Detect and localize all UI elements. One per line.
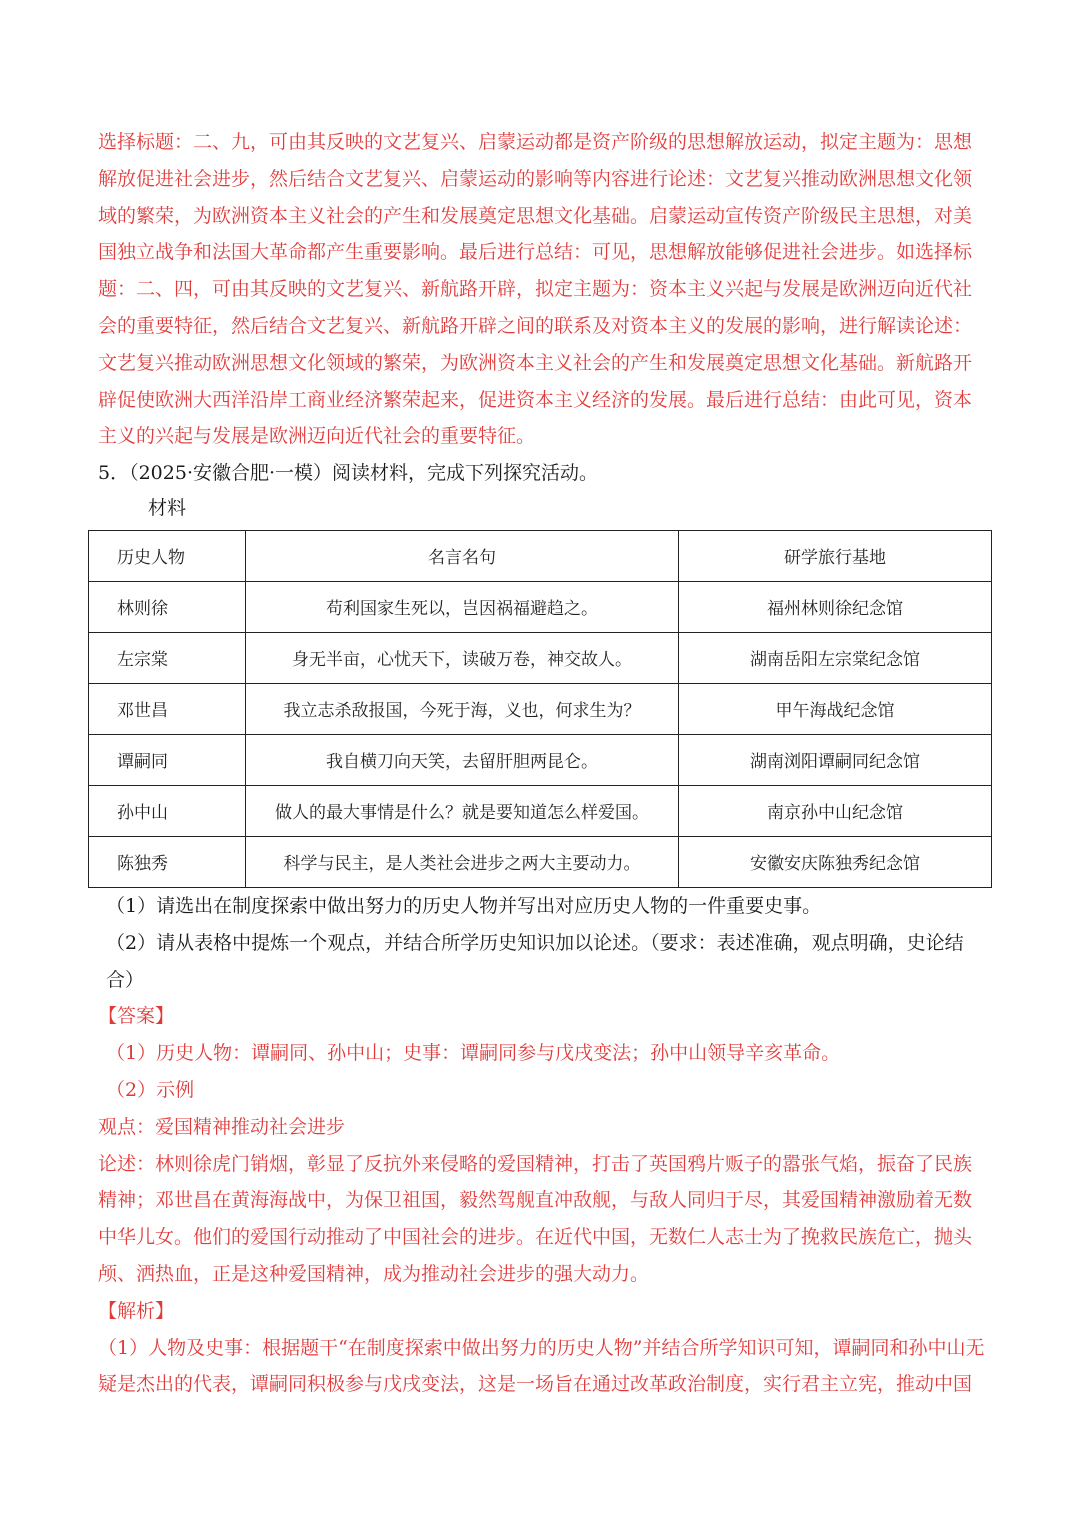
person-cell: 孙中山 bbox=[89, 785, 246, 836]
table-header-row bbox=[89, 530, 992, 581]
answer-2: （2）示例 bbox=[106, 1078, 195, 1101]
header-cell: 名言名句 bbox=[246, 530, 679, 581]
answer-viewpoint: 观点：爱国精神推动社会进步 bbox=[98, 1115, 346, 1138]
intro-analysis-paragraph bbox=[98, 124, 986, 455]
quote-cell: 身无半亩，心忧天下，读破万卷，神交故人。 bbox=[246, 632, 679, 683]
text-line: 解放促进社会进步，然后结合文艺复兴、启蒙运动的影响等内容进行论述：文艺复兴推动欧洲思想文化领 bbox=[98, 167, 973, 190]
text-line: 主义的兴起与发展是欧洲迈向近代社会的重要特征。 bbox=[98, 425, 536, 448]
quote-cell: 我立志杀敌报国，今死于海，义也，何求生为？ bbox=[246, 683, 679, 734]
text-line: 题：二、四，可由其反映的文艺复兴、新航路开辟，拟定主题为：资本主义兴起与发展是欧洲迈向近代社 bbox=[98, 278, 973, 301]
person-cell: 陈独秀 bbox=[89, 836, 246, 887]
header-cell: 历史人物 bbox=[89, 530, 246, 581]
material-table bbox=[88, 530, 992, 888]
sub-question-2: （2）请从表格中提炼一个观点，并结合所学历史知识加以论述。（要求：表述准确，观点明确，史论结合） bbox=[106, 931, 964, 991]
analysis-heading: 【解析】 bbox=[98, 1299, 175, 1322]
table-row bbox=[89, 785, 992, 836]
table-row bbox=[89, 581, 992, 632]
text-line: 选择标题：二、九，可由其反映的文艺复兴、启蒙运动都是资产阶级的思想解放运动，拟定主题为：思想 bbox=[98, 131, 973, 153]
person-cell: 邓世昌 bbox=[89, 683, 246, 734]
text-line: （1）人物及史事：根据题干“在制度探索中做出努力的历史人物”并结合所学知识可知，谭嗣同和孙中山无 bbox=[98, 1336, 985, 1359]
quote-cell: 我自横刀向天笑，去留肝胆两昆仑。 bbox=[246, 734, 679, 785]
text-line: 域的繁荣，为欧洲资本主义社会的产生和发展奠定思想文化基础。启蒙运动宣传资产阶级民主思想，对美 bbox=[98, 204, 973, 227]
answer-section bbox=[98, 998, 986, 1403]
sub-question-1: （1）请选出在制度探索中做出努力的历史人物并写出对应历史人物的一件重要史事。 bbox=[106, 894, 822, 917]
table-row bbox=[89, 683, 992, 734]
document-page bbox=[98, 124, 986, 1403]
text-line: 中华儿女。他们的爱国行动推动了中国社会的进步。在近代中国，无数仁人志士为了挽救民族危亡，抛头 bbox=[98, 1226, 973, 1249]
text-line: 辟促使欧洲大西洋沿岸工商业经济繁荣起来，促进资本主义经济的发展。最后进行总结：由此可见，资本 bbox=[98, 388, 973, 411]
person-cell: 左宗棠 bbox=[89, 632, 246, 683]
site-cell: 福州林则徐纪念馆 bbox=[679, 581, 992, 632]
person-cell: 谭嗣同 bbox=[89, 734, 246, 785]
site-cell: 湖南岳阳左宗棠纪念馆 bbox=[679, 632, 992, 683]
text-line: 会的重要特征，然后结合文艺复兴、新航路开辟之间的联系及对资本主义的发展的影响，进行解读论述： bbox=[98, 314, 973, 337]
quote-cell: 做人的最大事情是什么？就是要知道怎么样爱国。 bbox=[246, 785, 679, 836]
text-line: 文艺复兴推动欧洲思想文化领域的繁荣，为欧洲资本主义社会的产生和发展奠定思想文化基础。新航路开 bbox=[98, 351, 973, 374]
table-row bbox=[89, 836, 992, 887]
text-line: 论述：林则徐虎门销烟，彰显了反抗外来侵略的爱国精神，打击了英国鸦片贩子的嚣张气焰，振奋了民族 bbox=[98, 1152, 973, 1175]
quote-cell: 科学与民主，是人类社会进步之两大主要动力。 bbox=[246, 836, 679, 887]
site-cell: 甲午海战纪念馆 bbox=[679, 683, 992, 734]
quote-cell: 苟利国家生死以，岂因祸福避趋之。 bbox=[246, 581, 679, 632]
text-line: 精神；邓世昌在黄海海战中，为保卫祖国，毅然驾舰直冲敌舰，与敌人同归于尽，其爱国精神激励着无数 bbox=[98, 1189, 973, 1212]
question-header: 5．（2025·安徽合肥·一模）阅读材料，完成下列探究活动。 bbox=[98, 462, 599, 485]
material-label: 材料 bbox=[148, 496, 187, 519]
site-cell: 湖南浏阳谭嗣同纪念馆 bbox=[679, 734, 992, 785]
header-cell: 研学旅行基地 bbox=[679, 530, 992, 581]
text-line: 疑是杰出的代表，谭嗣同积极参与戊戌变法，这是一场旨在通过改革政治制度，实行君主立宪，推动中国 bbox=[98, 1373, 973, 1396]
person-cell: 林则徐 bbox=[89, 581, 246, 632]
answer-1: （1）历史人物：谭嗣同、孙中山；史事：谭嗣同参与戊戌变法；孙中山领导辛亥革命。 bbox=[106, 1042, 841, 1065]
table-row bbox=[89, 632, 992, 683]
site-cell: 安徽安庆陈独秀纪念馆 bbox=[679, 836, 992, 887]
site-cell: 南京孙中山纪念馆 bbox=[679, 785, 992, 836]
text-line: 颅、洒热血，正是这种爱国精神，成为推动社会进步的强大动力。 bbox=[98, 1262, 650, 1285]
text-line: 国独立战争和法国大革命都产生重要影响。最后进行总结：可见，思想解放能够促进社会进步。如选择标 bbox=[98, 241, 973, 264]
table-row bbox=[89, 734, 992, 785]
answer-heading: 【答案】 bbox=[98, 1005, 175, 1028]
